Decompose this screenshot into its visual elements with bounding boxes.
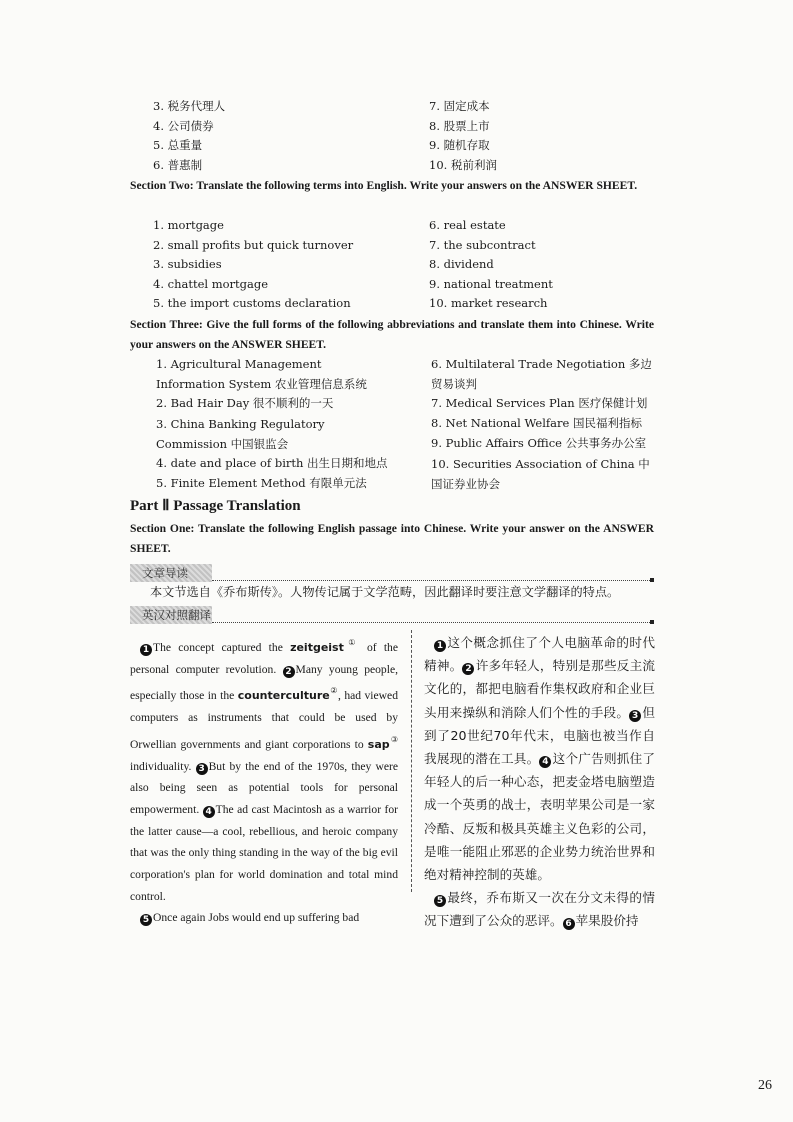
keyword: sap bbox=[367, 737, 390, 751]
abbr-item: 5. Finite Element Method 有限单元法 bbox=[156, 476, 367, 490]
parallel-divider bbox=[212, 622, 652, 623]
term-item: 2. small profits but quick turnover bbox=[153, 238, 354, 252]
term-item: 4. chattel mortgage bbox=[153, 277, 269, 291]
sentence-number: 1 bbox=[140, 644, 152, 656]
term-item: 1. mortgage bbox=[153, 218, 224, 232]
keyword: zeitgeist bbox=[290, 641, 344, 654]
intro-text: 本文节选自《乔布斯传》。人物传记属于文学范畴，因此翻译时要注意文学翻译的特点。 bbox=[150, 585, 620, 599]
divider-end-mark bbox=[650, 620, 654, 624]
term-item: 10. 税前利润 bbox=[429, 158, 497, 172]
sentence-number: 5 bbox=[140, 914, 152, 926]
term-item: 4. 公司债券 bbox=[153, 119, 214, 133]
term-item: 6. real estate bbox=[429, 218, 506, 232]
sentence-number: 4 bbox=[203, 806, 215, 818]
term-item: 8. dividend bbox=[429, 257, 494, 271]
sentence-number: 6 bbox=[563, 918, 575, 930]
term-item: 3. subsidies bbox=[153, 257, 222, 271]
abbr-item: 7. Medical Services Plan 医疗保健计划 bbox=[431, 396, 648, 410]
passage-section-heading: Section One: Translate the following English passage into Chinese. Write your answer on the ANSWER SHEET. bbox=[130, 522, 654, 555]
chinese-passage: 1 这个概念抓住了个人电脑革命的时代精神。 2 许多年轻人，特别是那些反主流文化的，都把电脑看作集权政府和企业巨头用来操纵和消除人们个性的手段。 3 但到了20世纪70年代末，电脑也被当作自我展现的潜在工具。 4 这个广告则抓住了年轻人的后一种心态，把麦金塔电脑塑造成一个英勇的战士，表明苹果公司是一家冷酷、反叛和极具英雄主义色彩的公司，是唯一能阻止邪恶的企业势力统治世界和绝对精神控制的英雄。 5 最终，乔布斯又一次在分文未得的情况下遭到了公众的恶评。 6 苹果股价持 bbox=[424, 635, 656, 930]
footnote-mark: ③ bbox=[389, 734, 399, 744]
term-item: 9. national treatment bbox=[429, 277, 553, 291]
term-item: 10. market research bbox=[429, 296, 548, 310]
term-item: 7. 固定成本 bbox=[429, 99, 490, 113]
intro-divider bbox=[212, 580, 652, 581]
abbr-item: 4. date and place of birth 出生日期和地点 bbox=[156, 456, 388, 470]
abbr-item: 2. Bad Hair Day 很不顺利的一天 bbox=[156, 396, 334, 410]
abbr-item: 9. Public Affairs Office 公共事务办公室 bbox=[431, 436, 647, 450]
sentence-number: 5 bbox=[434, 895, 446, 907]
keyword: counterculture bbox=[237, 689, 330, 703]
page-number: 26 bbox=[758, 1078, 772, 1093]
divider-end-mark bbox=[650, 578, 654, 582]
term-item: 8. 股票上市 bbox=[429, 119, 490, 133]
abbr-item: 10. Securities Association of China 中国证券业协会 bbox=[431, 457, 650, 491]
term-item: 7. the subcontract bbox=[429, 238, 536, 252]
footnote-mark: ① bbox=[343, 638, 360, 647]
abbr-item: 1. Agricultural Management Information System 农业管理信息系统 bbox=[156, 357, 367, 391]
term-item: 5. 总重量 bbox=[153, 138, 203, 152]
footnote-mark: ② bbox=[329, 686, 338, 696]
part-title: Part Ⅱ Passage Translation bbox=[130, 498, 301, 514]
sentence-number: 3 bbox=[196, 763, 208, 775]
term-item: 6. 普惠制 bbox=[153, 158, 203, 172]
section-three-heading: Section Three: Give the full forms of the following abbreviations and translate them into Chinese. Write your answers on the ANSWER SHEET. bbox=[130, 318, 654, 351]
sentence-number: 2 bbox=[283, 666, 295, 678]
sentence-number: 2 bbox=[462, 663, 474, 675]
term-item: 5. the import customs declaration bbox=[153, 296, 351, 310]
abbr-item: 3. China Banking Regulatory Commission 中国银监会 bbox=[156, 417, 325, 451]
intro-tag: 文章导读 bbox=[130, 564, 212, 582]
sentence-number: 1 bbox=[434, 640, 446, 652]
abbr-item: 6. Multilateral Trade Negotiation 多边贸易谈判 bbox=[431, 357, 652, 391]
english-passage: 1 The concept captured the zeitgeist① of the personal computer revolution. 2 Many young people, especially those in the counterculture②, had viewed computers as instruments that could be used by Orwellian governments and giant corporations to sap③ individuality. 3 But by the end of the 1970s, they were also being seen as potential tools for personal empowerment. 4 The ad cast Macintosh as a warrior for the latter cause—a cool, rebellious, and heroic company that was the only thing standing in the way of the big evil corporation's plan for world domination and total mind control. 5 Once again Jobs would end up suffering bad bbox=[130, 638, 399, 926]
term-item: 3. 税务代理人 bbox=[153, 99, 226, 113]
section-two-heading: Section Two: Translate the following terms into English. Write your answers on the ANSWER SHEET. bbox=[130, 179, 638, 192]
sentence-number: 3 bbox=[629, 710, 641, 722]
term-item: 9. 随机存取 bbox=[429, 138, 490, 152]
column-divider bbox=[411, 630, 412, 892]
abbr-item: 8. Net National Welfare 国民福利指标 bbox=[431, 416, 642, 430]
parallel-translation-tag: 英汉对照翻译 bbox=[130, 606, 212, 624]
sentence-number: 4 bbox=[539, 756, 551, 768]
